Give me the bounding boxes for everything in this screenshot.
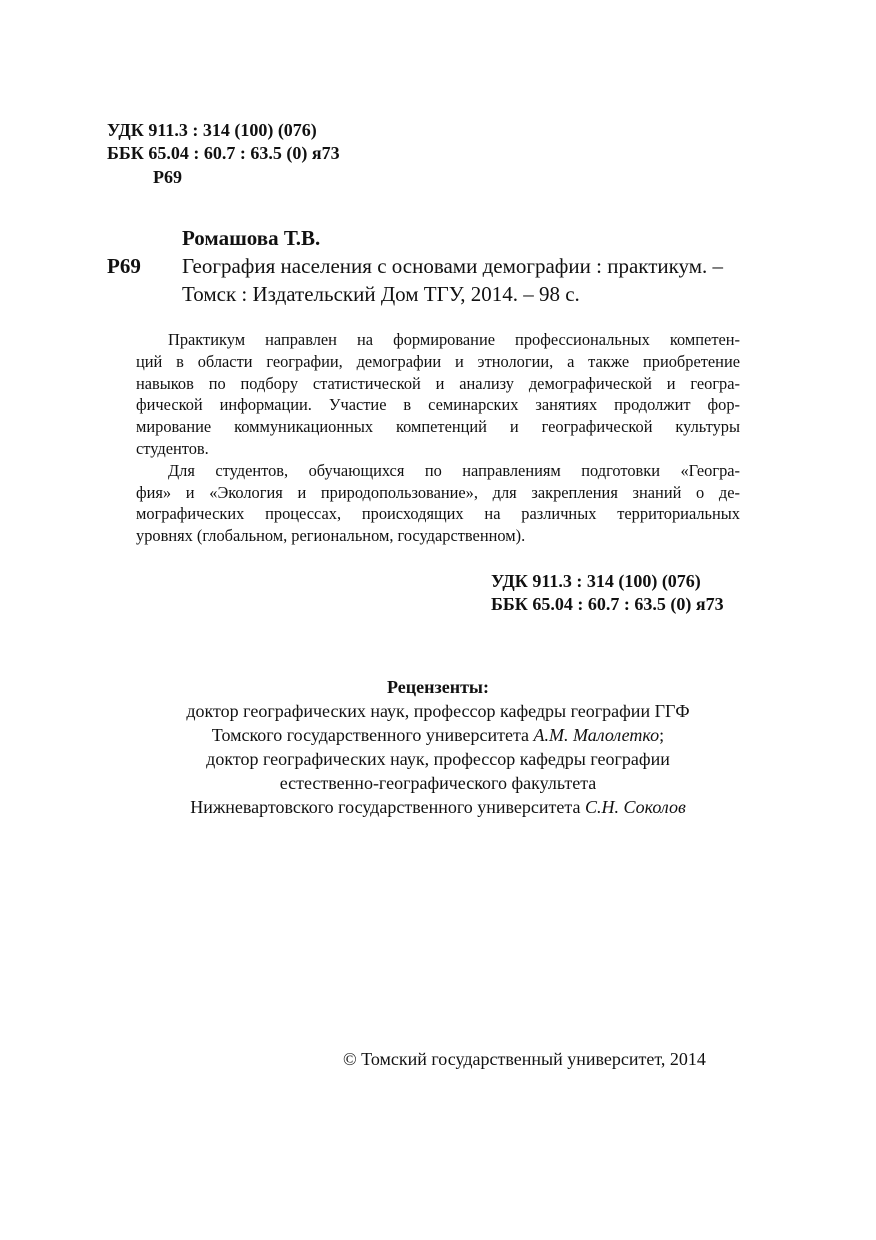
udk-code-bottom: УДК 911.3 : 314 (100) (076): [491, 571, 701, 591]
author-name: Ромашова Т.В.: [182, 226, 321, 250]
annotation-line: Для студентов, обучающихся по направлениям подготовки «Геогра-: [168, 460, 740, 480]
reviewer-2-name: С.Н. Соколов: [584, 797, 686, 817]
annotation-line: уровнях (глобальном, региональном, государственном).: [136, 526, 526, 546]
copyright: © Томский государственный университет, 2014: [343, 1049, 706, 1069]
annotation-paragraph-2: [136, 460, 740, 547]
reviewers-heading: Рецензенты:: [387, 677, 489, 697]
author-sign-code: Р69: [107, 254, 141, 278]
reviewers-block: [0, 675, 876, 819]
annotation-line: навыков по подбору статистической и анализу демографической и геогра-: [136, 373, 740, 393]
annotation-line: фия» и «Экология и природопользование», для закрепления знаний о де-: [136, 482, 740, 502]
reviewer-1-line-2: [0, 723, 876, 747]
udk-code-top: УДК 911.3 : 314 (100) (076): [107, 120, 317, 140]
annotation-line: фической информации. Участие в семинарских занятиях продолжит фор-: [136, 395, 740, 415]
reviewer-2-line-1: доктор географических наук, профессор кафедры географии: [206, 749, 670, 769]
reviewer-1-name: А.М. Малолетко: [533, 725, 660, 745]
reviewer-2-line-3: [0, 795, 876, 819]
annotation-line: Практикум направлен на формирование профессиональных компетен-: [168, 330, 740, 349]
reviewer-2-affiliation: Нижневартовского государственного университета: [190, 797, 585, 817]
annotation-line: мирование коммуникационных компетенций и географической культуры: [136, 417, 740, 437]
annotation-line: мографических процессах, происходящих на различных территориальных: [136, 504, 740, 524]
author-sign-top: Р69: [153, 167, 182, 187]
annotation-line: студентов.: [136, 438, 209, 458]
bbk-code-bottom: ББК 65.04 : 60.7 : 63.5 (0) я73: [491, 594, 724, 614]
reviewer-1-affiliation: Томского государственного университета: [211, 725, 534, 745]
bbk-code-top: ББК 65.04 : 60.7 : 63.5 (0) я73: [107, 143, 340, 163]
book-title-line-1: География населения с основами демографии : практикум. –: [182, 254, 724, 278]
annotation-paragraph-1: [136, 329, 740, 460]
annotation-line: ций в области географии, демографии и этнологии, а также приобретение: [136, 351, 740, 371]
annotation: [136, 329, 740, 547]
reviewer-2-line-2: естественно-географического факультета: [279, 773, 597, 793]
reviewer-1-line-1: доктор географических наук, профессор кафедры географии ГГФ: [186, 701, 690, 721]
book-title-line-2: Томск : Издательский Дом ТГУ, 2014. – 98 с.: [182, 282, 580, 306]
reviewer-1-punct: ;: [659, 725, 665, 745]
